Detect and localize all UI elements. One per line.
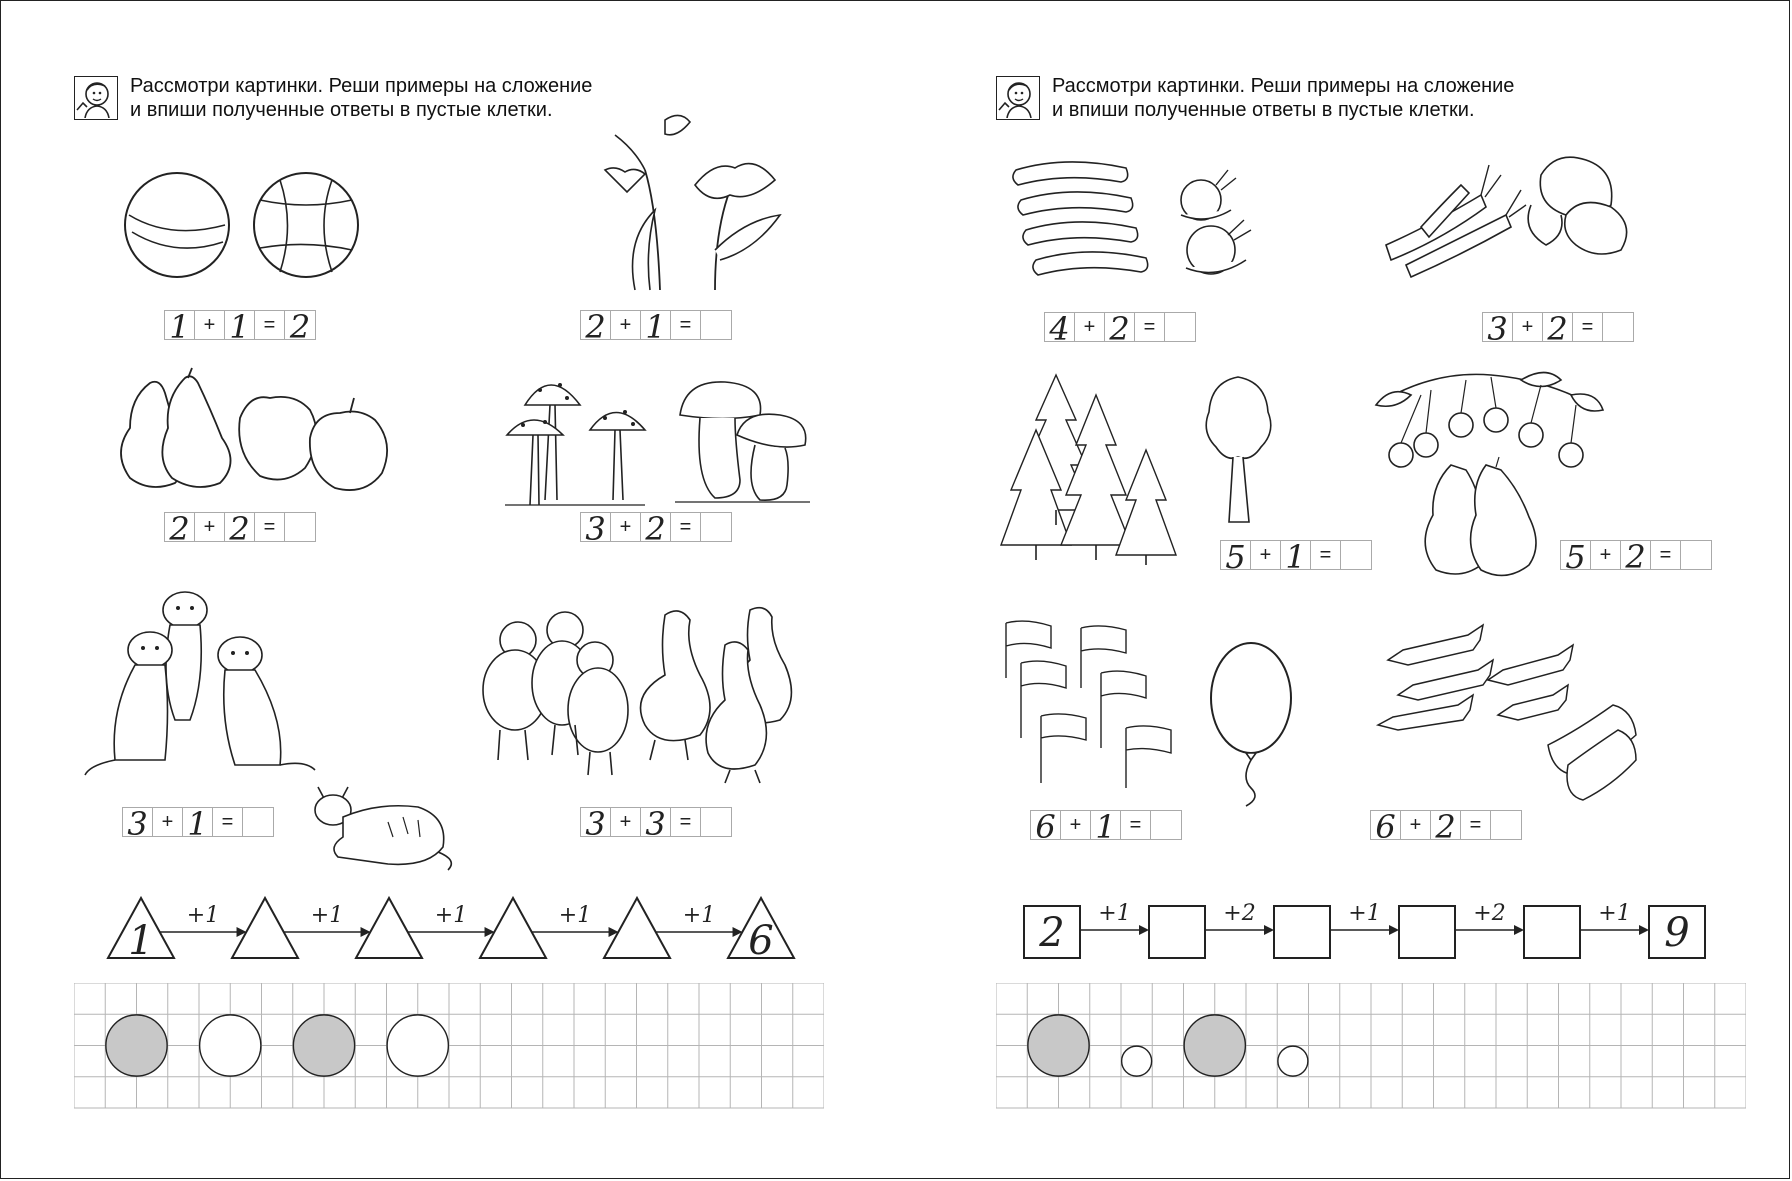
flowers-picture: [565, 110, 795, 290]
equals-sign: [255, 513, 285, 541]
answer-cell[interactable]: [243, 808, 273, 836]
instruction-line-2: и впиши полученные ответы в пустые клетки.: [130, 99, 553, 121]
pattern-grid: [74, 983, 824, 1109]
equation-addend-a: [1045, 310, 1075, 348]
pattern-grid: [996, 983, 1746, 1109]
equation-addend-a: [165, 510, 195, 548]
plus-sign: [1591, 541, 1621, 569]
equals-sign: [1573, 313, 1603, 341]
equation-addend-a-text: 3: [585, 510, 606, 548]
equation-addend-a: [1561, 538, 1591, 576]
equation-4: [1560, 538, 1712, 576]
equation-2: [580, 308, 732, 346]
equation-addend-b: [1543, 310, 1573, 348]
triangle-chain: [108, 890, 808, 962]
plus-sign: [611, 808, 641, 836]
chain-value: 6: [748, 918, 774, 964]
chain-triangle: [604, 898, 670, 958]
equation-1: [1044, 310, 1196, 348]
chain-square: [1274, 906, 1330, 958]
arrow-head-icon: [1389, 925, 1399, 935]
equation-addend-b-text: 3: [645, 805, 666, 843]
plus-sign-text: +: [1083, 315, 1096, 338]
chain-triangle: [480, 898, 546, 958]
equals-sign: [1461, 811, 1491, 839]
plus-sign: [611, 513, 641, 541]
instruction-line-2: и впиши полученные ответы в пустые клетки.: [1052, 99, 1475, 121]
equals-sign-text: =: [679, 810, 692, 833]
arrow-head-icon: [1514, 925, 1524, 935]
cat-picture: [298, 782, 458, 872]
chain-triangle: [356, 898, 422, 958]
step-label: +2: [1473, 901, 1506, 926]
pattern-circle: [1184, 1015, 1245, 1076]
step-label: +2: [1223, 901, 1256, 926]
equation-addend-b-text: 1: [229, 308, 250, 346]
equals-sign: [255, 311, 285, 339]
answer-cell-text: 2: [289, 308, 311, 346]
step-label: +1: [558, 903, 592, 928]
equals-sign-text: =: [263, 313, 276, 336]
step-label: +1: [1098, 901, 1131, 926]
plus-sign-text: +: [1069, 813, 1082, 836]
equals-sign-text: =: [1469, 813, 1482, 836]
equation-3: [164, 510, 316, 548]
plus-sign: [1401, 811, 1431, 839]
equation-addend-a-text: 3: [127, 805, 148, 843]
pattern-circle: [293, 1015, 354, 1076]
pattern-circle: [387, 1015, 448, 1076]
equation-addend-a-text: 3: [1487, 310, 1508, 348]
chain-square: [1399, 906, 1455, 958]
answer-cell[interactable]: [1603, 313, 1633, 341]
equals-sign-text: =: [221, 810, 234, 833]
square-chain: [1024, 890, 1714, 962]
equation-addend-a: [1371, 808, 1401, 846]
equation-addend-b: [1621, 538, 1651, 576]
instruction-text: [1052, 74, 1514, 122]
equals-sign: [1135, 313, 1165, 341]
plus-sign: [1075, 313, 1105, 341]
equation-4: [580, 510, 732, 548]
equals-sign: [671, 513, 701, 541]
answer-cell[interactable]: [285, 308, 315, 346]
equation-addend-a: [123, 805, 153, 843]
equation-addend-b-text: 1: [1095, 808, 1116, 846]
carrots-and-cabbages-picture: [1381, 145, 1631, 285]
equation-addend-b-text: 2: [1109, 310, 1130, 348]
step-label: +1: [682, 903, 716, 928]
answer-cell[interactable]: [1341, 541, 1371, 569]
plus-sign-text: +: [1521, 315, 1534, 338]
plus-sign: [195, 311, 225, 339]
equation-addend-a-text: 2: [169, 510, 190, 548]
pattern-circle: [106, 1015, 167, 1076]
equation-addend-a: [1031, 808, 1061, 846]
chain-value: 1: [128, 918, 154, 964]
plus-sign: [1513, 313, 1543, 341]
plus-sign: [195, 513, 225, 541]
equation-addend-a-text: 6: [1035, 808, 1056, 846]
caterpillars-and-snails-picture: [1006, 150, 1286, 290]
puppies-picture: [80, 570, 320, 780]
equals-sign-text: =: [1659, 543, 1672, 566]
equation-addend-b: [1105, 310, 1135, 348]
plus-sign-text: +: [619, 810, 632, 833]
pattern-circle: [1278, 1046, 1308, 1076]
equation-addend-a: [581, 510, 611, 548]
equals-sign-text: =: [1319, 543, 1332, 566]
step-label: +1: [1598, 901, 1631, 926]
equation-addend-b: [1281, 538, 1311, 576]
chain-square: [1524, 906, 1580, 958]
equation-addend-b-text: 2: [645, 510, 666, 548]
chain-triangle: [232, 898, 298, 958]
equation-6: [1370, 808, 1522, 846]
chain-value: 9: [1664, 910, 1690, 956]
equals-sign: [671, 808, 701, 836]
answer-cell[interactable]: [1151, 811, 1181, 839]
equals-sign: [1651, 541, 1681, 569]
equation-addend-a-text: 3: [585, 805, 606, 843]
plus-sign: [1061, 811, 1091, 839]
step-label: +1: [1348, 901, 1381, 926]
answer-cell[interactable]: [701, 808, 731, 836]
arrow-head-icon: [1264, 925, 1274, 935]
pears-and-apples-picture: [110, 368, 425, 493]
instruction-line-1: Рассмотри картинки. Реши примеры на сложение: [130, 75, 593, 97]
equation-addend-b: [641, 510, 671, 548]
balls-picture: [120, 170, 370, 280]
equals-sign-text: =: [1129, 813, 1142, 836]
step-label: +1: [186, 903, 220, 928]
equals-sign-text: =: [679, 313, 692, 336]
answer-cell[interactable]: [1491, 811, 1521, 839]
plus-sign-text: +: [1259, 543, 1272, 566]
equals-sign: [1311, 541, 1341, 569]
plus-sign-text: +: [203, 313, 216, 336]
plus-sign-text: +: [619, 313, 632, 336]
equation-addend-b: [641, 805, 671, 843]
answer-cell[interactable]: [1165, 313, 1195, 341]
instruction-text: [130, 74, 592, 122]
plus-sign-text: +: [161, 810, 174, 833]
equation-5: [122, 805, 274, 843]
equation-addend-a: [1221, 538, 1251, 576]
equation-2: [1482, 310, 1634, 348]
equation-addend-b-text: 2: [1625, 538, 1646, 576]
equation-addend-a: [165, 308, 195, 346]
equation-addend-a-text: 4: [1049, 310, 1070, 348]
answer-cell[interactable]: [701, 513, 731, 541]
equation-5: [1030, 808, 1182, 846]
flags-and-balloon-picture: [1001, 618, 1201, 793]
chain-value: 2: [1039, 910, 1065, 956]
candies-and-chocolates-picture: [1378, 625, 1638, 805]
instruction-line-1: Рассмотри картинки. Реши примеры на сложение: [1052, 75, 1515, 97]
mushrooms-picture: [505, 360, 815, 510]
equation-addend-a-text: 2: [585, 308, 606, 346]
equation-addend-b-text: 1: [645, 308, 666, 346]
plus-sign: [1251, 541, 1281, 569]
child-face-icon: [74, 76, 118, 120]
equals-sign-text: =: [679, 515, 692, 538]
equation-addend-a-text: 5: [1225, 538, 1246, 576]
arrow-head-icon: [1139, 925, 1149, 935]
equation-6: [580, 805, 732, 843]
plus-sign-text: +: [1599, 543, 1612, 566]
pattern-circle: [1028, 1015, 1089, 1076]
equals-sign: [213, 808, 243, 836]
equation-addend-b: [1091, 808, 1121, 846]
chicks-and-ducklings-picture: [480, 605, 810, 785]
plus-sign-text: +: [203, 515, 216, 538]
equals-sign-text: =: [1581, 315, 1594, 338]
answer-cell[interactable]: [285, 513, 315, 541]
plus-sign-text: +: [1409, 813, 1422, 836]
equation-addend-b: [183, 805, 213, 843]
equation-addend-a-text: 5: [1565, 538, 1586, 576]
equals-sign: [1121, 811, 1151, 839]
balloon-picture: [1206, 638, 1296, 808]
child-face-icon: [996, 76, 1040, 120]
chain-square: [1149, 906, 1205, 958]
equation-addend-b-text: 1: [187, 805, 208, 843]
plus-sign-text: +: [619, 515, 632, 538]
equation-addend-b-text: 1: [1285, 538, 1306, 576]
equation-3: [1220, 538, 1372, 576]
equation-addend-b-text: 2: [1435, 808, 1456, 846]
equation-addend-a-text: 1: [169, 308, 190, 346]
equation-addend-b: [225, 510, 255, 548]
right-page: [896, 0, 1792, 1181]
equation-addend-b-text: 2: [229, 510, 250, 548]
equals-sign-text: =: [263, 515, 276, 538]
equation-addend-b: [1431, 808, 1461, 846]
arrow-head-icon: [1639, 925, 1649, 935]
small-tree-picture: [1201, 372, 1276, 527]
answer-cell[interactable]: [1681, 541, 1711, 569]
equals-sign: [671, 311, 701, 339]
equation-addend-b: [641, 308, 671, 346]
equation-addend-b: [225, 308, 255, 346]
equation-addend-a: [1483, 310, 1513, 348]
step-label: +1: [310, 903, 344, 928]
equation-addend-b-text: 2: [1547, 310, 1568, 348]
equation-addend-a: [581, 805, 611, 843]
pattern-circle: [200, 1015, 261, 1076]
pattern-circle: [1122, 1046, 1152, 1076]
plus-sign: [153, 808, 183, 836]
answer-cell[interactable]: [701, 311, 731, 339]
plus-sign: [611, 311, 641, 339]
equation-addend-a-text: 6: [1375, 808, 1396, 846]
step-label: +1: [434, 903, 468, 928]
equation-1: [164, 308, 316, 346]
equation-addend-a: [581, 308, 611, 346]
fir-trees-and-tree-picture: [996, 370, 1196, 565]
equals-sign-text: =: [1143, 315, 1156, 338]
